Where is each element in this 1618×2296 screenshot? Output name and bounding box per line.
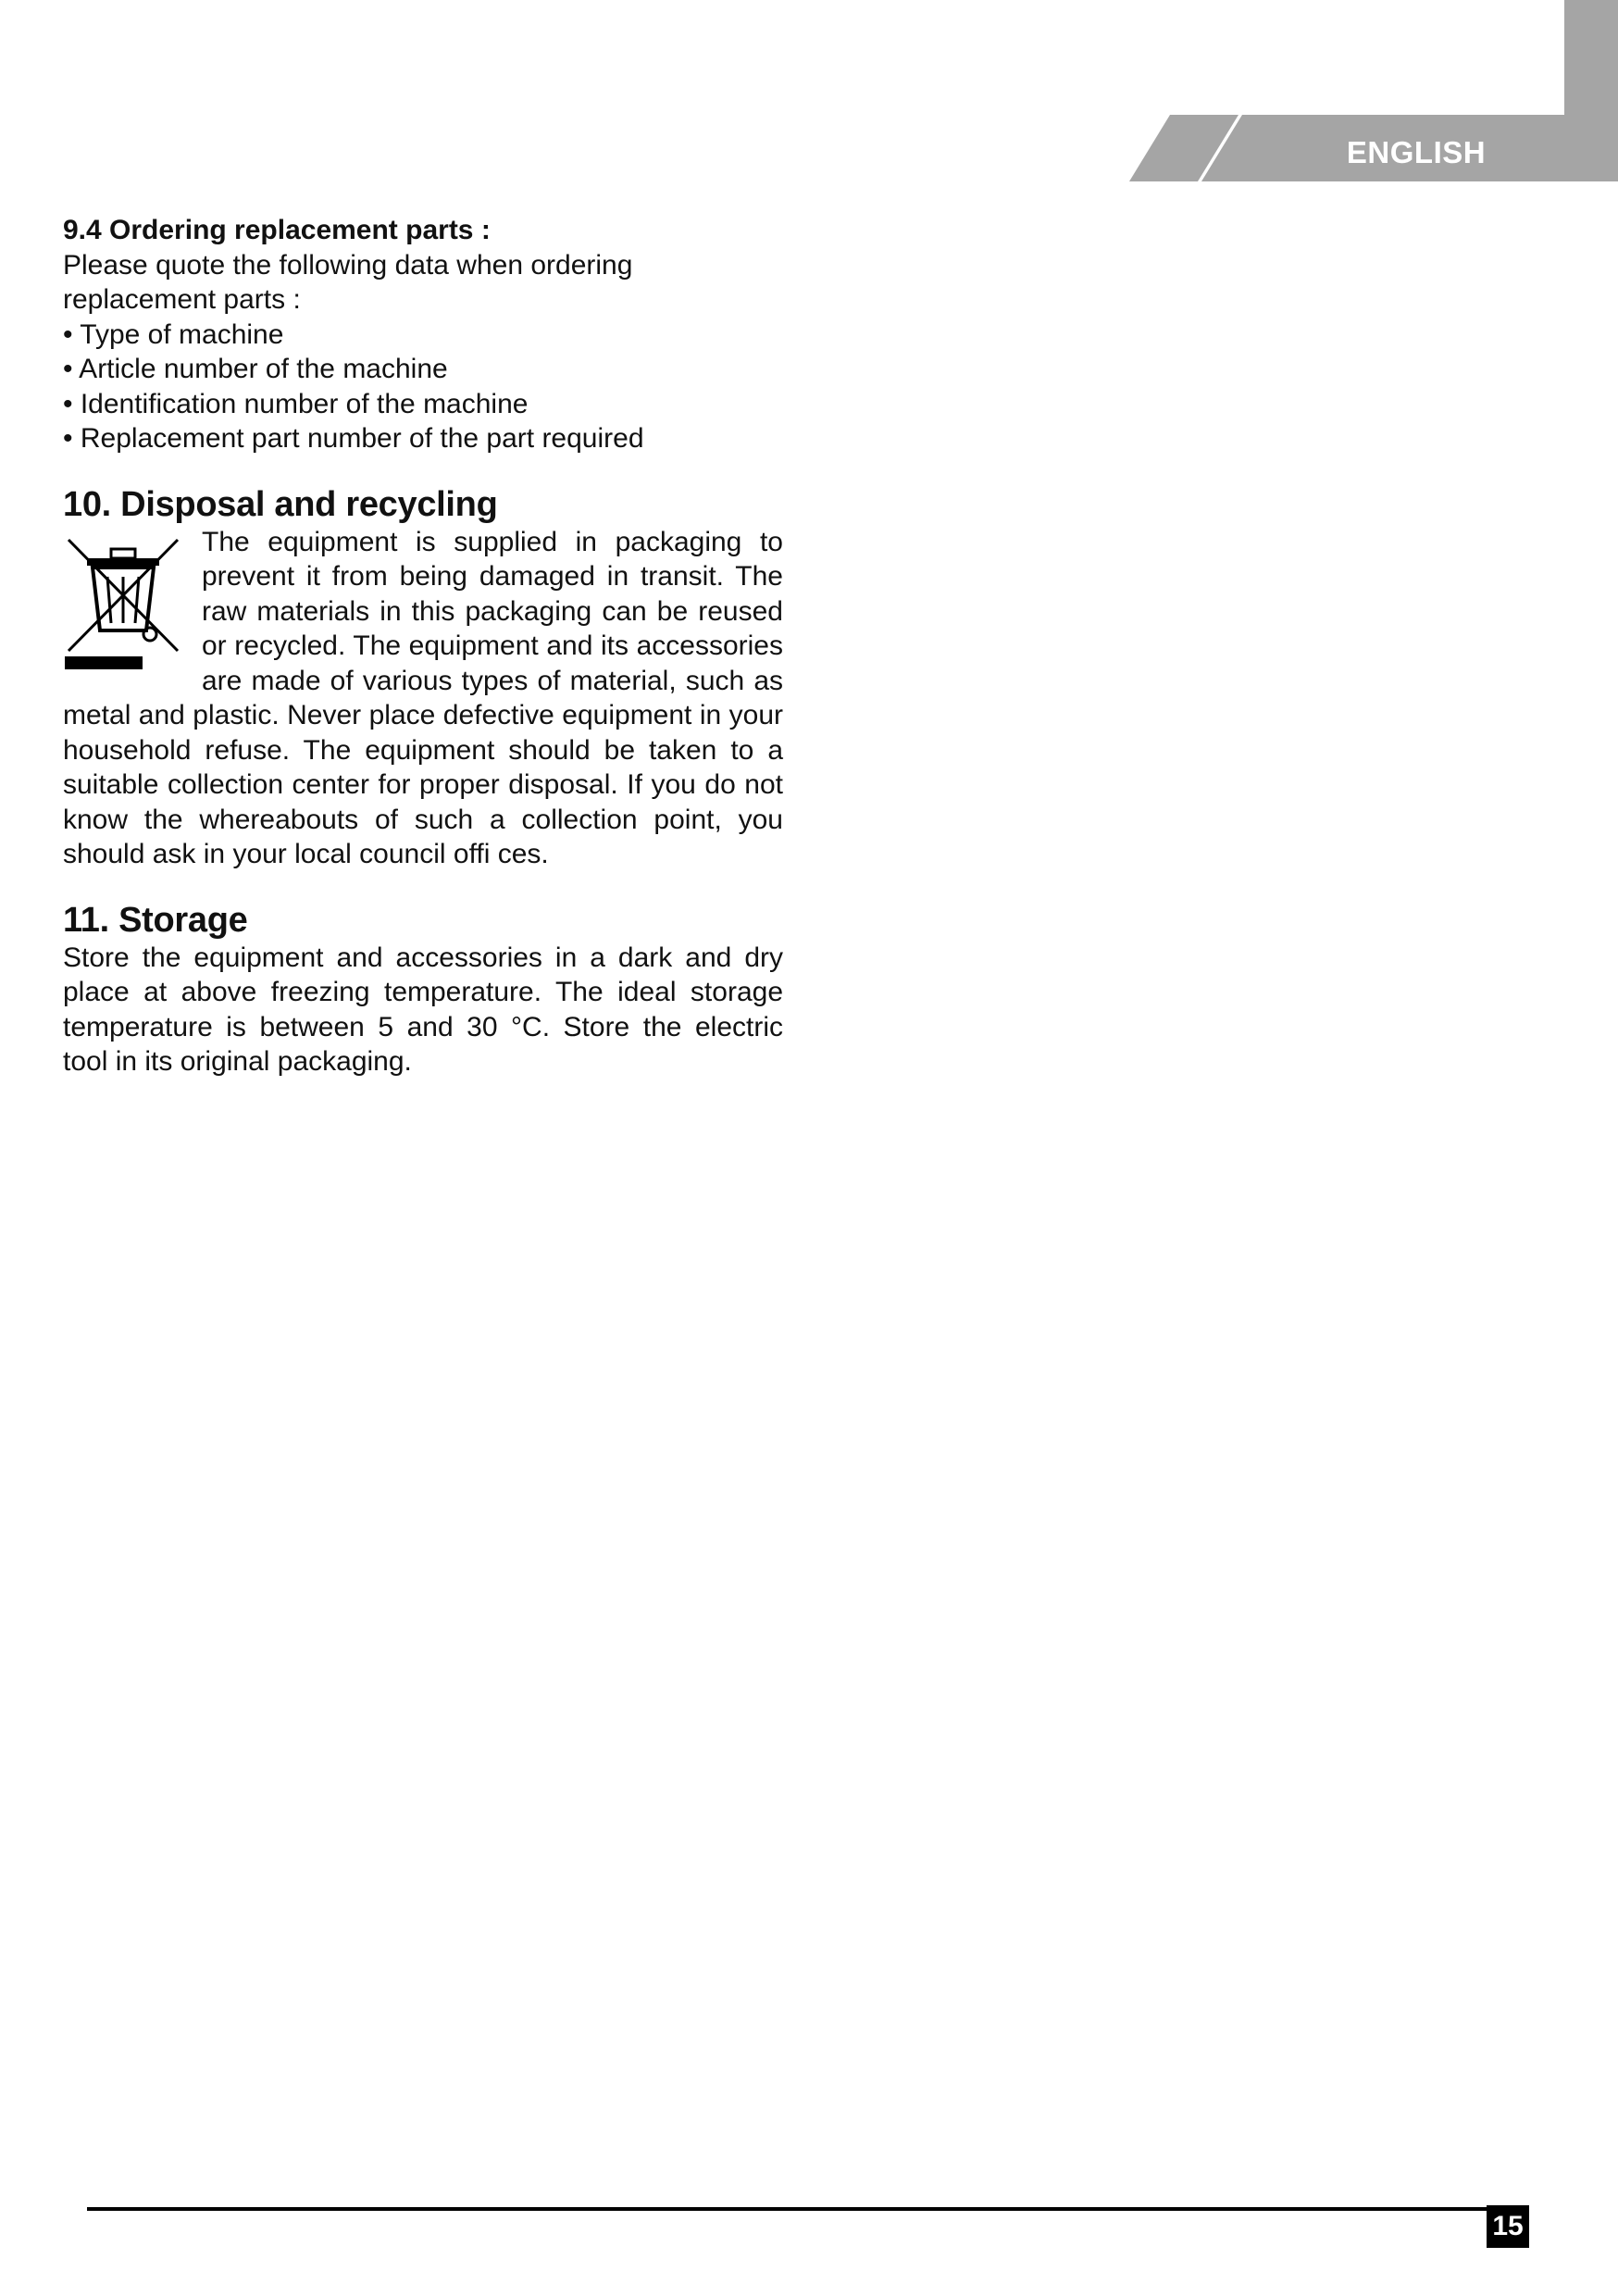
language-label: ENGLISH	[1346, 135, 1487, 169]
disposal-text: The equipment is supplied in packaging to prevent it from being damaged in transit. The raw materials in this packaging can be reused or recycled. The equipment and its accessories are made of various types of material, such as metal and plastic. Never place defective equipment in your household refuse. The equipment should be taken to a suitable collection center for proper disposal. If you do not know the whereabouts of such a collection point, you should ask in your local council offi ces.	[63, 526, 783, 869]
list-item: • Identification number of the machine	[63, 388, 529, 419]
list-item: • Type of machine	[63, 318, 284, 350]
list-item: • Article number of the machine	[63, 354, 448, 384]
storage-text: Store the equipment and accessories in a dark and dry place at above freezing temperature. The ideal storage temperature is between 5 and 30 °C. Store the electric tool in its original packaging.	[63, 942, 783, 1077]
content-column	[63, 213, 783, 1079]
storage-title: 11. Storage	[63, 900, 248, 940]
ordering-heading: 9.4 Ordering replacement parts :	[63, 215, 491, 245]
ordering-list	[63, 318, 783, 456]
weee-crossed-bin-icon	[63, 530, 183, 669]
page-number: 15	[1487, 2205, 1529, 2248]
language-tab-bar	[1564, 0, 1618, 181]
disposal-title: 10. Disposal and recycling	[63, 484, 498, 524]
disposal-section	[63, 525, 783, 872]
list-item: • Replacement part number of the part required	[63, 423, 644, 454]
ordering-intro: Please quote the following data when ordering replacement parts :	[63, 249, 633, 315]
footer-rule	[87, 2207, 1487, 2211]
